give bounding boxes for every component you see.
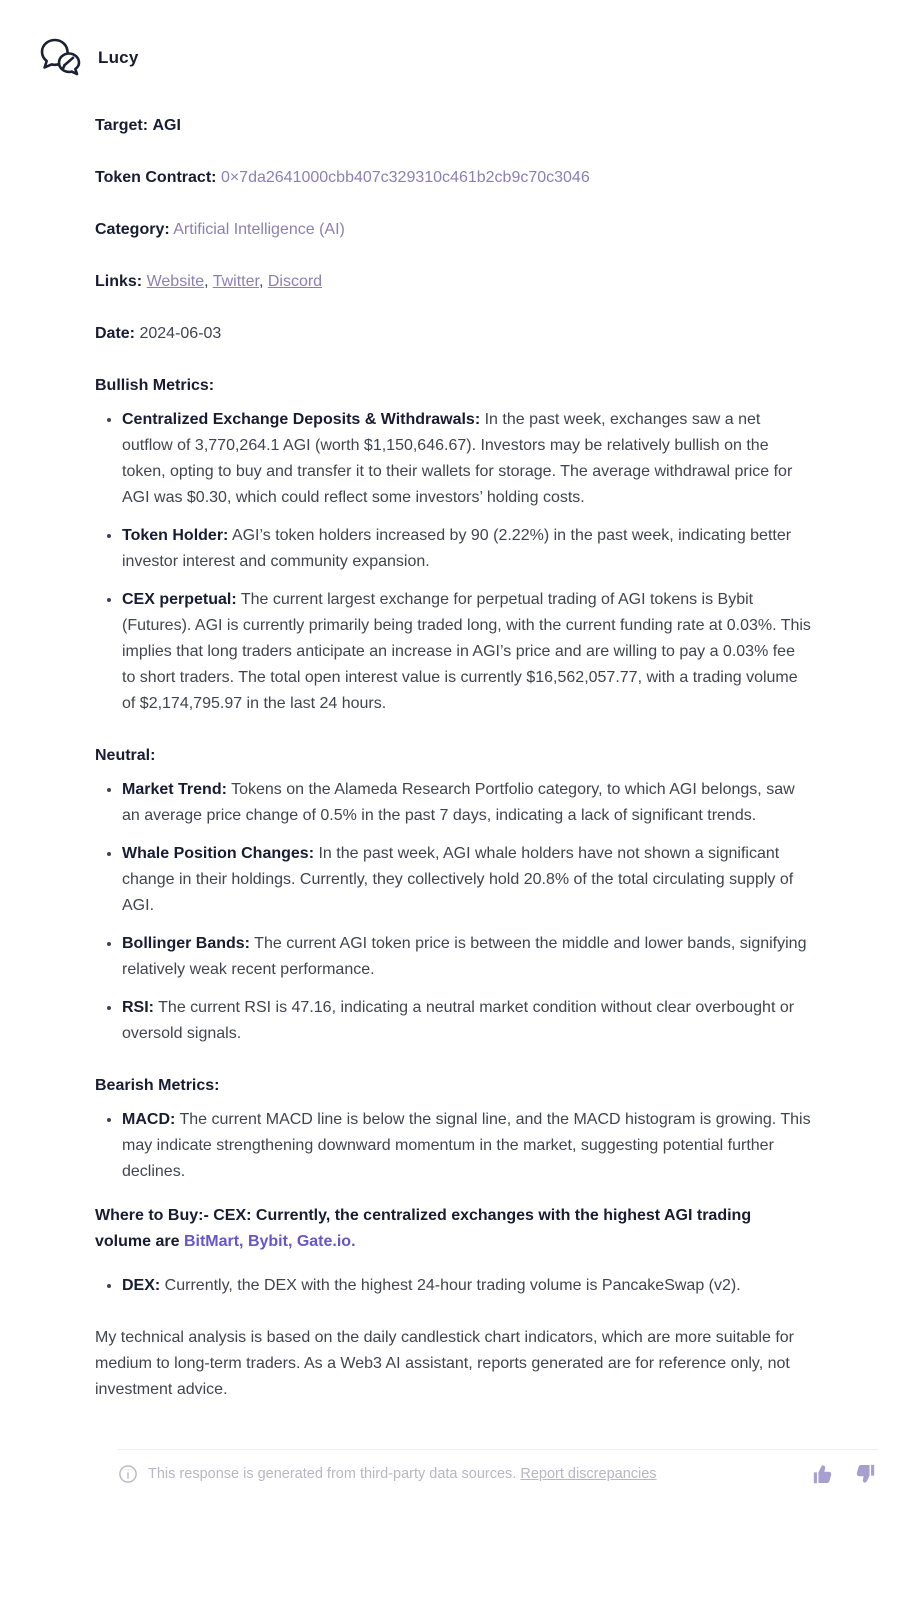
bullish-metrics-list bbox=[95, 407, 811, 717]
footer-disclaimer bbox=[118, 1464, 657, 1484]
metric-text: The current AGI token price is between the middle and lower bands, signifying relatively weak recent performance. bbox=[122, 935, 807, 978]
metric-text: The current largest exchange for perpetual trading of AGI tokens is Bybit (Futures). AGI is currently primarily being traded long, with the current funding rate at 0.03%. This implies that long traders anticipate an increase in AGI’s price and are willing to pay a 0.03% fee to short traders. The total open interest value is currently $16,562,057.77, with a trading volume of $2,174,795.97 in the last 24 hours. bbox=[122, 591, 811, 712]
list-item bbox=[122, 931, 811, 983]
list-item bbox=[122, 1273, 811, 1299]
date-label: Date: bbox=[95, 325, 136, 342]
target-row bbox=[95, 113, 811, 139]
date-row bbox=[95, 321, 811, 347]
thumb-up-button[interactable] bbox=[812, 1463, 834, 1485]
metric-text: In the past week, exchanges saw a net outflow of 3,770,264.1 AGI (worth $1,150,646.67). Investors may be relatively bullish on the token, opting to buy and transfer it to their wallets for storage. The average withdrawal price for AGI was $0.30, which could reflect some investors’ holding costs. bbox=[122, 411, 793, 506]
metric-label: Whale Position Changes: bbox=[122, 845, 315, 862]
links-label: Links: bbox=[95, 273, 143, 290]
metric-label: MACD: bbox=[122, 1111, 176, 1128]
metric-label: DEX: bbox=[122, 1277, 161, 1294]
list-item bbox=[122, 1107, 811, 1185]
metric-label: RSI: bbox=[122, 999, 154, 1016]
report-discrepancies-link[interactable]: Report discrepancies bbox=[520, 1466, 657, 1482]
bearish-metrics-heading: Bearish Metrics: bbox=[95, 1077, 220, 1094]
list-item bbox=[122, 777, 811, 829]
footer-disclaimer-label: This response is generated from third-party data sources. bbox=[148, 1466, 521, 1482]
date-value: 2024-06-03 bbox=[139, 325, 222, 342]
neutral-heading: Neutral: bbox=[95, 747, 156, 764]
assistant-name: Lucy bbox=[98, 48, 139, 67]
report-body bbox=[95, 113, 811, 1403]
info-icon[interactable] bbox=[118, 1464, 138, 1484]
list-item bbox=[122, 587, 811, 717]
disclaimer-paragraph: My technical analysis is based on the daily candlestick chart indicators, which are more suitable for medium to long-term traders. As a Web3 AI assistant, reports generated are for reference only, not investment advice. bbox=[95, 1329, 794, 1398]
twitter-link[interactable]: Twitter bbox=[212, 273, 259, 290]
website-link[interactable]: Website bbox=[146, 273, 205, 290]
cex-exchange-links[interactable]: BitMart, Bybit, Gate.io. bbox=[183, 1233, 356, 1250]
message-header bbox=[38, 36, 920, 80]
neutral-metrics-list bbox=[95, 777, 811, 1047]
bullish-metrics-heading: Bullish Metrics: bbox=[95, 377, 215, 394]
dex-list bbox=[95, 1273, 811, 1299]
metric-text: The current MACD line is below the signal line, and the MACD histogram is growing. This may indicate strengthening downward momentum in the market, suggesting potential further declines. bbox=[122, 1111, 811, 1180]
list-item bbox=[122, 523, 811, 575]
thumb-down-button[interactable] bbox=[854, 1463, 876, 1485]
links-row bbox=[95, 269, 811, 295]
where-to-buy-lead: Where to Buy:- CEX: Currently, the centralized exchanges with the highest AGI trading volume are bbox=[95, 1207, 752, 1250]
where-to-buy bbox=[95, 1203, 811, 1255]
link-separator: , bbox=[204, 273, 213, 290]
thumb-up-icon bbox=[812, 1473, 834, 1488]
bearish-metrics-list bbox=[95, 1107, 811, 1185]
list-item bbox=[122, 841, 811, 919]
chat-bubbles-icon bbox=[38, 36, 84, 80]
metric-label: Bollinger Bands: bbox=[122, 935, 251, 952]
footer-disclaimer-text bbox=[148, 1464, 657, 1484]
contract-row bbox=[95, 165, 811, 191]
metric-label: Market Trend: bbox=[122, 781, 227, 798]
contract-address[interactable]: 0×7da2641000cbb407c329310c461b2cb9c70c3046 bbox=[220, 169, 590, 186]
feedback-buttons bbox=[812, 1463, 876, 1485]
thumb-down-icon bbox=[854, 1463, 876, 1485]
metric-text: Currently, the DEX with the highest 24-hour trading volume is PancakeSwap (v2). bbox=[160, 1277, 741, 1294]
category-value[interactable]: Artificial Intelligence (AI) bbox=[173, 221, 345, 238]
list-item bbox=[122, 995, 811, 1047]
discord-link[interactable]: Discord bbox=[267, 273, 323, 290]
response-footer bbox=[118, 1449, 878, 1485]
metric-text: Tokens on the Alameda Research Portfolio category, to which AGI belongs, saw an average price change of 0.5% in the past 7 days, indicating a lack of significant trends. bbox=[122, 781, 795, 824]
category-row bbox=[95, 217, 811, 243]
metric-label: CEX perpetual: bbox=[122, 591, 237, 608]
target-label: Target: bbox=[95, 117, 149, 134]
category-label: Category: bbox=[95, 221, 170, 238]
list-item bbox=[122, 407, 811, 511]
metric-label: Centralized Exchange Deposits & Withdrawals: bbox=[122, 411, 481, 428]
metric-text: AGI’s token holders increased by 90 (2.22%) in the past week, indicating better investor interest and community expansion. bbox=[122, 527, 792, 570]
metric-label: Token Holder: bbox=[122, 527, 229, 544]
metric-text: The current RSI is 47.16, indicating a neutral market condition without clear overbought or oversold signals. bbox=[122, 999, 795, 1042]
contract-label: Token Contract: bbox=[95, 169, 217, 186]
target-value: AGI bbox=[152, 117, 181, 134]
link-separator: , bbox=[258, 273, 268, 290]
metric-text: In the past week, AGI whale holders have not shown a significant change in their holdings. Currently, they collectively hold 20.8% of the total circulating supply of AGI. bbox=[122, 845, 794, 914]
